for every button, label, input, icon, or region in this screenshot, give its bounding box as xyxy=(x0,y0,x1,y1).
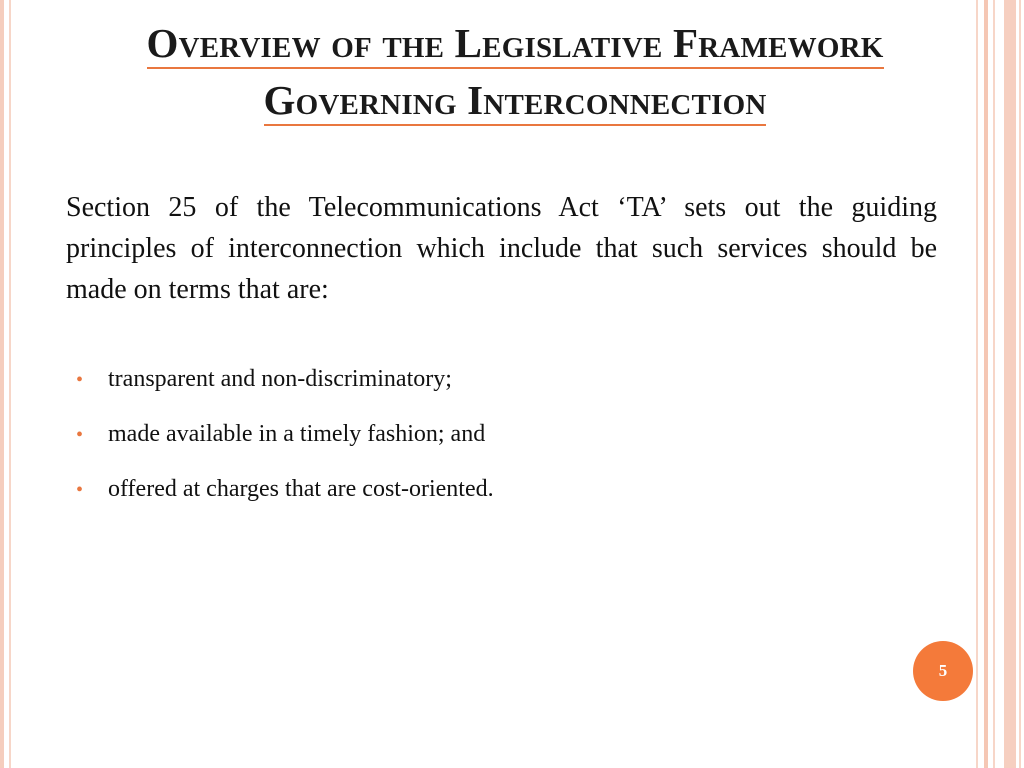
title-line-1: Overview of the Legislative Framework xyxy=(147,20,884,69)
list-item xyxy=(76,364,936,395)
bullet-icon: • xyxy=(76,424,84,446)
right-border-line-5 xyxy=(1019,0,1021,768)
bullet-icon: • xyxy=(76,369,84,391)
bullet-text: made available in a timely fashion; and xyxy=(108,421,486,447)
slide-title xyxy=(20,20,1010,126)
bullet-text: transparent and non-discriminatory; xyxy=(108,366,452,392)
list-item xyxy=(76,419,936,450)
title-line-2: Governing Interconnection xyxy=(264,77,767,126)
bullet-list xyxy=(76,364,936,529)
left-border-line xyxy=(0,0,4,768)
list-item xyxy=(76,474,936,505)
bullet-text: offered at charges that are cost-oriented. xyxy=(108,476,494,502)
left-border-thin-line xyxy=(9,0,11,768)
bullet-icon: • xyxy=(76,479,84,501)
page-number-badge: 5 xyxy=(913,641,973,701)
body-paragraph: Section 25 of the Telecommunications Act ‘TA’ sets out the guiding principles of interconnection which include that such services should be made on terms that are: xyxy=(66,192,937,305)
